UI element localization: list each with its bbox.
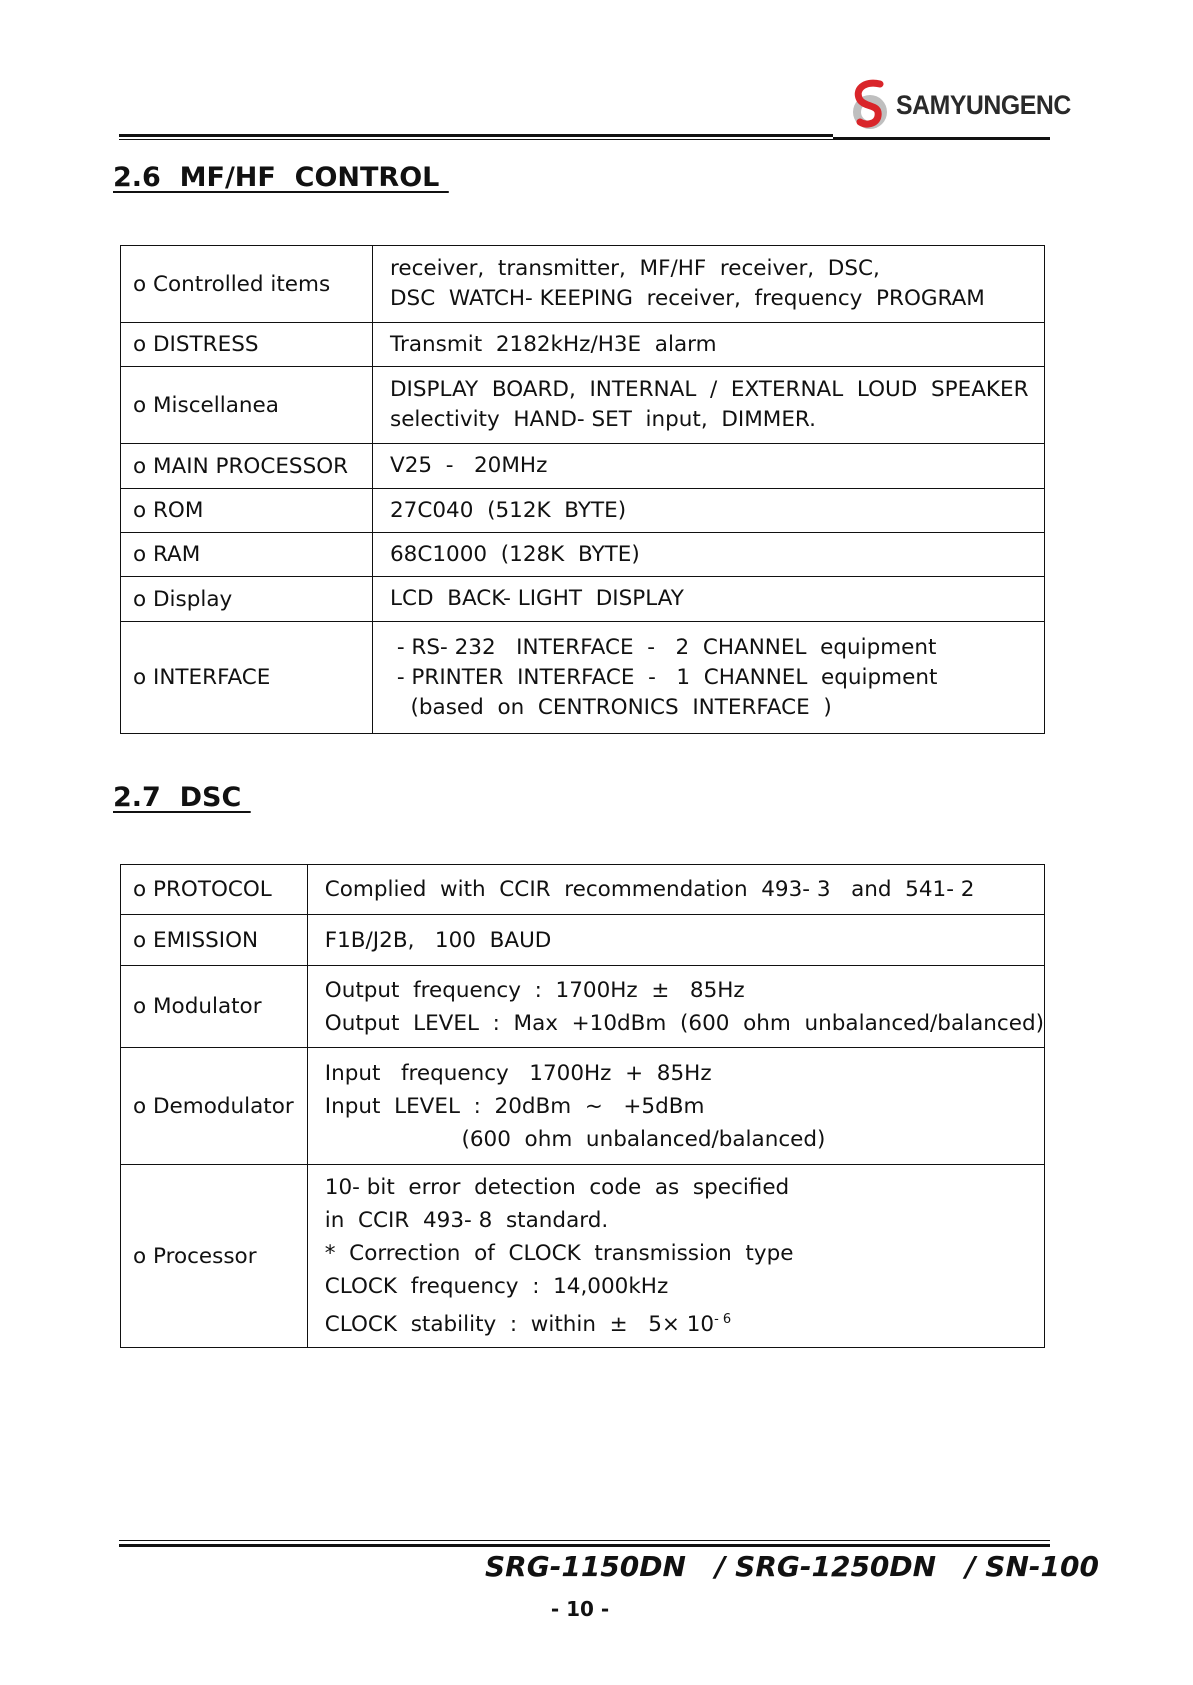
spec-value <box>373 444 1045 489</box>
logo-text: SAMYUNGENC <box>896 89 1071 120</box>
spec-value-text: Output frequency : 1700Hz ± 85Hz <box>324 977 745 1003</box>
header-rule-right <box>833 137 1050 140</box>
spec-value-line <box>325 1204 1044 1237</box>
samyung-logo-icon <box>850 78 890 132</box>
spec-value-line <box>390 254 1044 284</box>
spec-row <box>121 577 1045 622</box>
spec-value-text: 68C1000 (128K BYTE) <box>390 541 640 567</box>
spec-key: o Processor <box>121 1165 308 1348</box>
spec-key: o RAM <box>121 533 373 577</box>
spec-value <box>307 1165 1044 1348</box>
spec-value-text: CLOCK frequency : 14,000kHz <box>324 1273 669 1299</box>
spec-value <box>373 323 1045 367</box>
spec-value-text: * Correction of CLOCK transmission type <box>324 1240 794 1266</box>
spec-value <box>373 489 1045 533</box>
spec-value-line <box>390 633 1044 663</box>
spec-key: o Modulator <box>121 966 308 1048</box>
exponent-superscript: - 6 <box>714 1311 732 1327</box>
spec-value <box>373 246 1045 323</box>
spec-row <box>121 323 1045 367</box>
spec-value <box>373 577 1045 622</box>
spec-value-line <box>390 663 1044 693</box>
spec-value-line <box>390 405 1044 435</box>
spec-value-text: DSC WATCH- KEEPING receiver, frequency PROGRAM <box>390 286 985 311</box>
spec-row <box>121 622 1045 734</box>
spec-value <box>307 915 1044 966</box>
spec-value-line <box>325 1303 1044 1341</box>
spec-value-text: Complied with CCIR recommendation 493- 3 and 541- 2 <box>324 877 975 902</box>
footer-rule-thin <box>119 1540 1050 1541</box>
spec-value-text: Output LEVEL : Max +10dBm (600 ohm unbalanced/balanced) <box>324 1010 1044 1036</box>
spec-value-line <box>390 284 1044 314</box>
spec-value-line <box>390 693 1044 723</box>
spec-value-line <box>325 873 1044 906</box>
spec-value-line <box>325 1270 1044 1303</box>
spec-row <box>121 444 1045 489</box>
spec-value-text: CLOCK stability : within ± 5× 10 <box>324 1312 715 1338</box>
spec-value-text: V25 - 20MHz <box>390 453 548 478</box>
spec-value-text: selectivity HAND- SET input, DIMMER. <box>390 407 816 432</box>
spec-value-line <box>390 451 1044 481</box>
spec-key: o Demodulator <box>121 1048 308 1165</box>
spec-value-text: Input LEVEL : 20dBm ~ +5dBm <box>324 1093 705 1119</box>
spec-key: o Miscellanea <box>121 367 373 444</box>
spec-value-text: (based on CENTRONICS INTERFACE ) <box>390 694 832 720</box>
spec-key: o Controlled items <box>121 246 373 323</box>
spec-value-line <box>390 584 1044 614</box>
spec-value <box>373 533 1045 577</box>
spec-value-text: DISPLAY BOARD, INTERNAL / EXTERNAL LOUD SPEAKER <box>390 377 1029 402</box>
spec-value-text: 10- bit error detection code as specified <box>324 1174 790 1200</box>
footer-rule <box>119 1544 1050 1547</box>
spec-value-line <box>390 330 1044 360</box>
spec-key: o DISTRESS <box>121 323 373 367</box>
spec-key: o ROM <box>121 489 373 533</box>
spec-row <box>121 1165 1045 1348</box>
spec-value-line <box>325 1237 1044 1270</box>
spec-value <box>307 1048 1044 1165</box>
spec-row <box>121 533 1045 577</box>
spec-value-text: (600 ohm unbalanced/balanced) <box>324 1126 826 1152</box>
mfhf-control-table <box>120 245 1045 734</box>
spec-value-line <box>390 496 1044 526</box>
spec-key: o Display <box>121 577 373 622</box>
spec-value-text: 27C040 (512K BYTE) <box>390 497 627 523</box>
spec-row <box>121 367 1045 444</box>
spec-value-text: Input frequency 1700Hz + 85Hz <box>324 1060 712 1086</box>
spec-value-text: F1B/J2B, 100 BAUD <box>324 927 552 953</box>
spec-value-text: receiver, transmitter, MF/HF receiver, DSC, <box>390 256 880 281</box>
section-title-mfhf-control: 2.6 MF/HF CONTROL <box>113 162 449 193</box>
spec-value-line <box>390 375 1044 405</box>
spec-value-text: in CCIR 493- 8 standard. <box>324 1207 609 1233</box>
spec-row <box>121 246 1045 323</box>
spec-value <box>307 966 1044 1048</box>
spec-value-line <box>390 540 1044 570</box>
spec-value <box>373 622 1045 734</box>
header-rule-thin <box>119 139 833 140</box>
spec-value-text: LCD BACK- LIGHT DISPLAY <box>390 586 684 611</box>
spec-value-line <box>325 924 1044 957</box>
spec-value-line <box>325 1007 1044 1040</box>
spec-key: o MAIN PROCESSOR <box>121 444 373 489</box>
page-number: - 10 - <box>550 1597 610 1621</box>
spec-value <box>307 865 1044 915</box>
spec-value-text: - RS- 232 INTERFACE - 2 CHANNEL equipment <box>390 634 937 660</box>
spec-value-text: Transmit 2182kHz/H3E alarm <box>390 331 717 357</box>
spec-value-text: - PRINTER INTERFACE - 1 CHANNEL equipment <box>390 664 938 690</box>
spec-key: o INTERFACE <box>121 622 373 734</box>
spec-value <box>373 367 1045 444</box>
spec-value-line <box>325 1171 1044 1204</box>
footer-model-names: SRG-1150DN / SRG-1250DN / SN-100 <box>485 1550 1099 1583</box>
spec-key: o PROTOCOL <box>121 865 308 915</box>
spec-row <box>121 1048 1045 1165</box>
spec-key: o EMISSION <box>121 915 308 966</box>
spec-value-line <box>325 1057 1044 1090</box>
dsc-table <box>120 864 1045 1348</box>
section-title-dsc: 2.7 DSC <box>113 782 251 813</box>
spec-value-line <box>325 974 1044 1007</box>
spec-value-line <box>325 1123 1044 1156</box>
spec-value-line <box>325 1090 1044 1123</box>
spec-row <box>121 489 1045 533</box>
header-rule <box>119 134 833 137</box>
company-logo <box>850 78 1086 132</box>
spec-row <box>121 865 1045 915</box>
spec-row <box>121 966 1045 1048</box>
spec-row <box>121 915 1045 966</box>
